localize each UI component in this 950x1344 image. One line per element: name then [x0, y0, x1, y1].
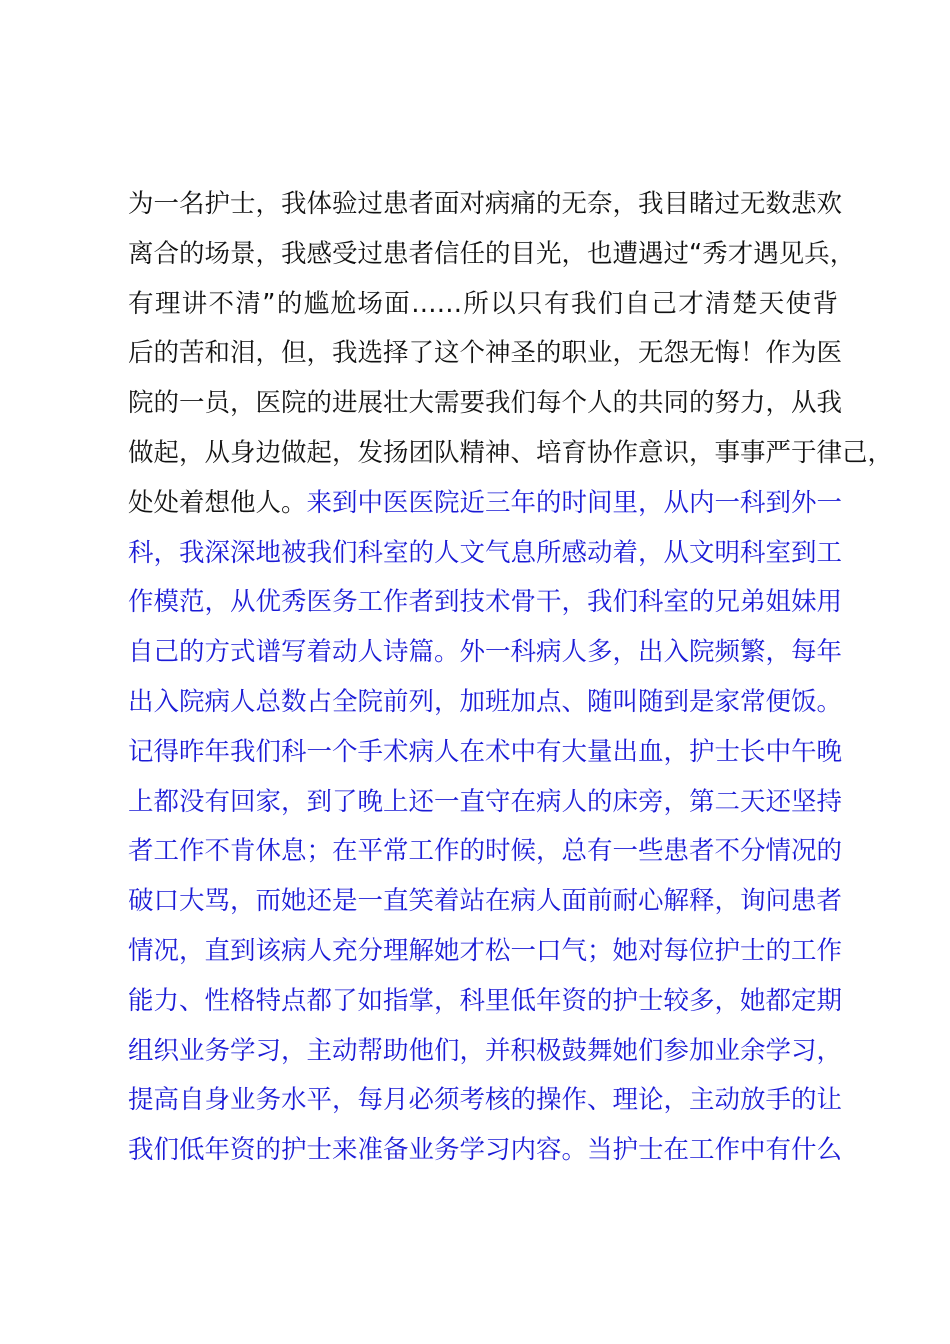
- text-run: 离合的场景，我感受过患者信任的目光，也遭遇过“秀才遇见兵，: [128, 238, 856, 269]
- text-line: [128, 778, 843, 828]
- text-line: [128, 578, 843, 628]
- text-line: [128, 1126, 843, 1176]
- text-run: 做起，从身边做起，发扬团队精神、培育协作意识，事事严于律己，: [128, 437, 894, 468]
- text-line: [128, 379, 843, 429]
- text-line: [128, 678, 843, 728]
- highlighted-text-run: 科，我深深地被我们科室的人文气息所感动着，从文明科室到工: [128, 537, 843, 568]
- text-run: 后的苦和泪，但，我选择了这个神圣的职业，无怨无悔！作为医: [128, 338, 843, 369]
- highlighted-text-run: 作模范，从优秀医务工作者到技术骨干，我们科室的兄弟姐妹用: [128, 587, 843, 618]
- highlighted-text-run: 情况，直到该病人充分理解她才松一口气；她对每位护士的工作: [128, 935, 843, 966]
- text-line: [128, 1027, 843, 1077]
- highlighted-text-run: 者工作不肯休息；在平常工作的时候，总有一些患者不分情况的: [128, 836, 843, 867]
- text-run: 院的一员，医院的进展壮大需要我们每个人的共同的努力，从我: [128, 388, 843, 419]
- text-line: [128, 329, 843, 379]
- highlighted-text-run: 记得昨年我们科一个手术病人在术中有大量出血，护士长中午晚: [128, 736, 843, 767]
- highlighted-text-run: 出入院病人总数占全院前列，加班加点、随叫随到是家常便饭。: [128, 686, 843, 717]
- text-run: 为一名护士，我体验过患者面对病痛的无奈，我目睹过无数悲欢: [128, 189, 843, 219]
- highlighted-text-run: 来到中医医院近三年的时间里，从内一科到外一: [306, 487, 843, 518]
- body-paragraph: [128, 180, 894, 1176]
- text-line: [128, 479, 843, 529]
- text-line: [128, 977, 843, 1027]
- text-line: [128, 529, 843, 579]
- text-line: [128, 827, 843, 877]
- text-line: [128, 180, 843, 230]
- text-line: [128, 728, 843, 778]
- highlighted-text-run: 组织业务学习，主动帮助他们，并积极鼓舞她们参加业余学习，: [128, 1035, 843, 1066]
- text-line: [128, 628, 843, 678]
- text-line: [128, 877, 843, 927]
- highlighted-text-run: 能力、性格特点都了如指掌，科里低年资的护士较多，她都定期: [128, 985, 843, 1016]
- highlighted-text-run: 自己的方式谱写着动人诗篇。外一科病人多，出入院频繁，每年: [128, 637, 843, 668]
- text-line: [128, 927, 843, 977]
- highlighted-text-run: 上都没有回家，到了晚上还一直守在病人的床旁，第二天还坚持: [128, 786, 843, 817]
- text-run: 有理讲不清”的尴尬场面……所以只有我们自己才清楚天使背: [128, 288, 838, 319]
- text-line: [128, 1076, 843, 1126]
- text-run: 处处着想他人。: [128, 487, 307, 518]
- highlighted-text-run: 破口大骂，而她还是一直笑着站在病人面前耐心解释，询问患者: [128, 886, 843, 917]
- text-line: [128, 230, 856, 280]
- highlighted-text-run: 提高自身业务水平，每月必须考核的操作、理论，主动放手的让: [128, 1085, 843, 1116]
- text-line: [128, 429, 894, 479]
- highlighted-text-run: 我们低年资的护士来准备业务学习内容。当护士在工作中有什么: [128, 1135, 843, 1166]
- text-line: [128, 280, 838, 330]
